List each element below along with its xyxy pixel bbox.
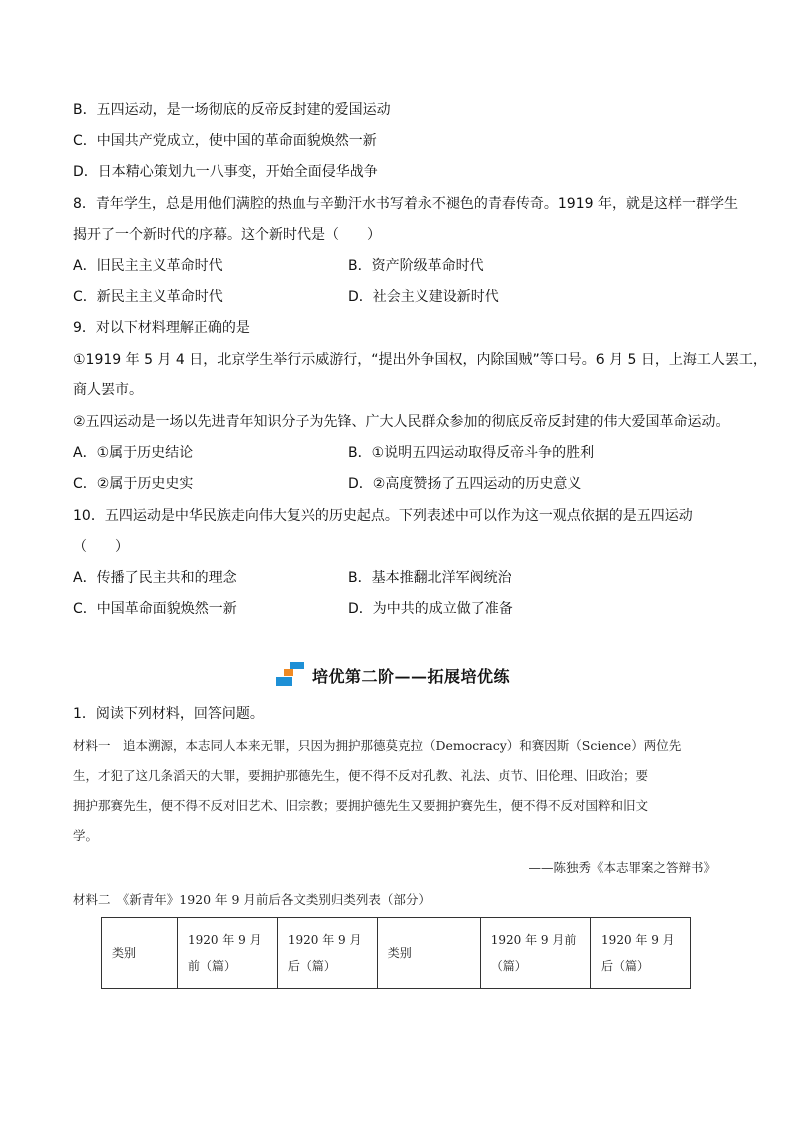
q1-material1-line1: 材料一 追本溯源，本志同人本来无罪，只因为拥护那德莫克拉（Democracy）和赛因斯（Science）两位先 <box>73 738 682 753</box>
q9-option-c: C．②属于历史史实 <box>73 476 194 492</box>
q8-stem-line2: 揭开了一个新时代的序幕。这个新时代是（ ） <box>73 227 381 243</box>
q1-material1-line2: 生，才犯了这几条滔天的大罪，要拥护那德先生，便不得不反对孔教、礼法、贞节、旧伦理、旧政治；要 <box>73 768 649 783</box>
q1-stem: 1．阅读下列材料，回答问题。 <box>73 706 264 722</box>
q7-option-c: C．中国共产党成立，使中国的革命面貌焕然一新 <box>73 133 377 149</box>
q9-material2: ②五四运动是一场以先进青年知识分子为先锋、广大人民群众参加的彻底反帝反封建的伟大爱国革命运动。 <box>73 414 730 430</box>
table-header-cell: 1920 年 9 月前（篇） <box>480 918 590 989</box>
material2-table <box>101 917 691 989</box>
q10-stem-line2: （ ） <box>73 539 129 555</box>
q8-option-a: A．旧民主主义革命时代 <box>73 258 223 274</box>
table-header-cell: 1920 年 9 月后（篇） <box>591 918 691 989</box>
q10-option-b: B．基本推翻北洋军阀统治 <box>348 570 512 586</box>
q9-option-a: A．①属于历史结论 <box>73 445 194 461</box>
q10-option-a: A．传播了民主共和的理念 <box>73 570 237 586</box>
q1-material1-line4: 学。 <box>73 828 99 843</box>
q9-material1-line1: ①1919 年 5 月 4 日，北京学生举行示威游行，“提出外争国权，内除国贼”等口号。6 月 5 日，上海工人罢工， <box>73 352 767 368</box>
q1-material1-line3: 拥护那赛先生，便不得不反对旧艺术、旧宗教；要拥护德先生又要拥护赛先生，便不得不反对国粹和旧文 <box>73 798 649 813</box>
table-header-cell: 类别 <box>102 918 178 989</box>
q8-option-c: C．新民主主义革命时代 <box>73 289 223 305</box>
q7-option-d: D．日本精心策划九一八事变，开始全面侵华战争 <box>73 164 378 180</box>
q10-option-c: C．中国革命面貌焕然一新 <box>73 601 237 617</box>
q8-stem-line1: 8．青年学生，总是用他们满腔的热血与辛勤汗水书写着永不褪色的青春传奇。1919 年，就是这样一群学生 <box>73 196 738 212</box>
table-header-cell: 1920 年 9 月前（篇） <box>177 918 277 989</box>
section-heading <box>276 660 510 690</box>
table-header-cell: 类别 <box>377 918 480 989</box>
q8-option-d: D．社会主义建设新时代 <box>348 289 499 305</box>
q1-material2-title: 材料二 《新青年》1920 年 9 月前后各文类别归类列表（部分） <box>73 892 431 907</box>
q10-option-d: D．为中共的成立做了准备 <box>348 601 513 617</box>
table-header-row <box>102 918 691 989</box>
q7-option-b: B．五四运动，是一场彻底的反帝反封建的爱国运动 <box>73 102 391 118</box>
stairs-icon <box>276 661 306 689</box>
q9-option-b: B．①说明五四运动取得反帝斗争的胜利 <box>348 445 595 461</box>
q1-material1-source: ——陈独秀《本志罪案之答辩书》 <box>528 860 716 875</box>
table-header-cell: 1920 年 9 月后（篇） <box>277 918 377 989</box>
section-title: 培优第二阶——拓展培优练 <box>312 666 511 686</box>
q10-stem-line1: 10．五四运动是中华民族走向伟大复兴的历史起点。下列表述中可以作为这一观点依据的是五四运动 <box>73 508 693 524</box>
q9-option-d: D．②高度赞扬了五四运动的历史意义 <box>348 476 582 492</box>
q9-stem: 9．对以下材料理解正确的是 <box>73 320 250 336</box>
q9-material1-line2: 商人罢市。 <box>73 382 143 398</box>
q8-option-b: B．资产阶级革命时代 <box>348 258 484 274</box>
